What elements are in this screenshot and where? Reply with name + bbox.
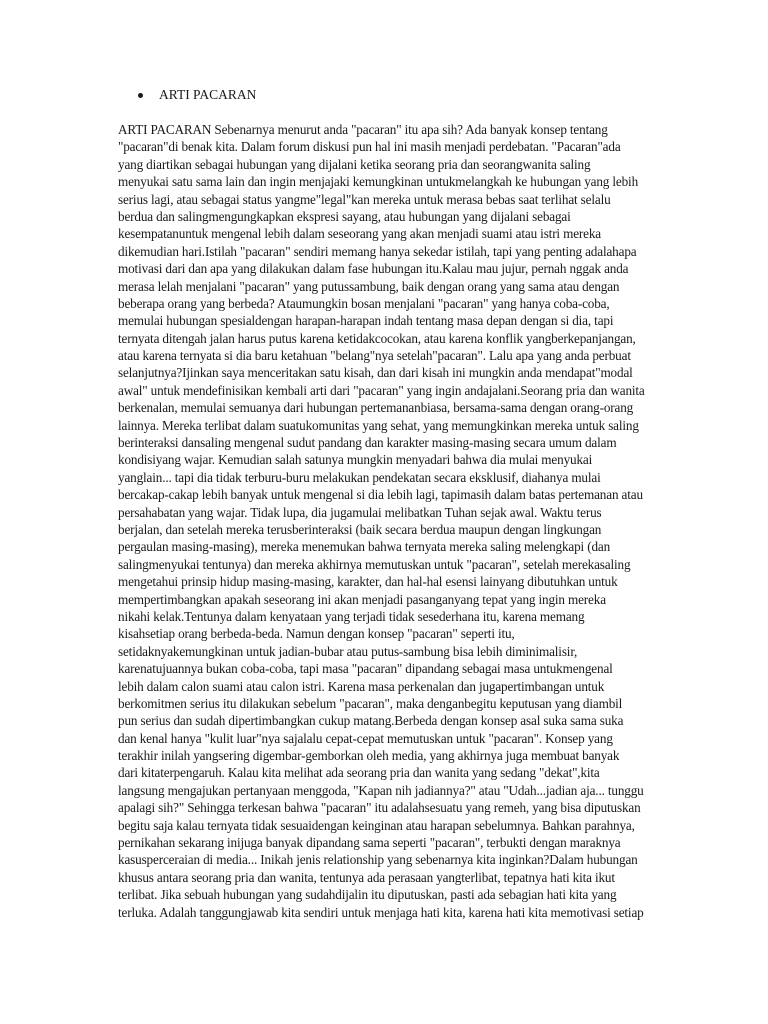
paragraph-line: setidaknyakemungkinan untuk jadian-bubar atau putus-sambung bisa lebih diminimalisir, <box>118 643 578 659</box>
paragraph-line: dikemudian hari.Istilah "pacaran" sendiri memang hanya sekedar istilah, tapi yang penting adalahapa <box>118 243 637 259</box>
paragraph-line: berkomitmen serius itu dilakukan sebelum "pacaran", maka denganbegitu keputusan yang diambil <box>118 695 623 711</box>
bullet-icon <box>138 93 143 98</box>
paragraph-line: pun serius dan sudah dipertimbangkan cukup matang.Berbeda dengan konsep asal suka sama suka <box>118 713 624 729</box>
paragraph-line: terakhir inilah yangsering digembar-gemborkan oleh media, yang akhirnya juga membuat banyak <box>118 748 620 764</box>
paragraph-line: selanjutnya?Ijinkan saya menceritakan satu kisah, dan dari kisah ini mungkin anda mendapat"modal <box>118 365 633 381</box>
paragraph-line: bercakap-cakap lebih banyak untuk mengenal si dia lebih lagi, tapimasih dalam batas pertemanan atau <box>118 487 643 503</box>
paragraph-line: pernikahan sekarang inijuga banyak dipandang sama seperti "pacaran", terbukti dengan maraknya <box>118 835 621 851</box>
paragraph-line: dan kenal hanya "kulit luar"nya sajalalu cepat-cepat memutuskan untuk "pacaran". Konsep yang <box>118 730 613 746</box>
paragraph-line: karenatujuannya bukan coba-coba, tapi masa "pacaran" dipandang sebagai masa untukmengenal <box>118 661 613 677</box>
paragraph-line: berjalan, dan setelah mereka terusberinteraksi (baik secara berdua maupun dengan lingkungan <box>118 521 602 537</box>
paragraph-line: nikahi kelak.Tentunya dalam kenyataan yang terjadi tidak sesederhana itu, karena memang <box>118 608 585 624</box>
paragraph-line: menyukai satu sama lain dan ingin menjajaki kemungkinan untukmelangkah ke hubungan yang lebih <box>118 174 639 190</box>
bullet-heading: ARTI PACARAN <box>159 87 257 102</box>
paragraph-line: yanglain... tapi dia tidak terburu-buru melakukan pendekatan secara eksklusif, diahanya mulai <box>118 469 601 485</box>
paragraph-line: mempertimbangkan apakah seseorang ini akan menjadi pasanganyang tepat yang ingin mereka <box>118 591 606 607</box>
paragraph-line: mengetahui prinsip hidup masing-masing, karakter, dan hal-hal esensi lainyang dibutuhkan untuk <box>118 574 618 590</box>
paragraph-line: pergaulan masing-masing), mereka menemukan bahwa ternyata mereka saling melengkapi (dan <box>118 539 611 555</box>
bullet-list-item <box>138 86 256 104</box>
paragraph-line: merasa lelah menjalani "pacaran" yang putussambung, baik dengan orang yang sama atau dengan <box>118 278 620 294</box>
paragraph-line: begitu saja kalau ternyata tidak sesuaidengan keinginan atau harapan sebelumnya. Bahkan parahnya, <box>118 817 635 833</box>
paragraph-line: ARTI PACARAN Sebenarnya menurut anda "pacaran" itu apa sih? Ada banyak konsep tentang <box>118 122 608 137</box>
body-paragraph <box>118 121 658 921</box>
paragraph-line: khusus antara seorang pria dan wanita, tentunya ada perasaan yangterlibat, tepatnya hati kita ikut <box>118 869 615 885</box>
paragraph-line: kisahsetiap orang berbeda-beda. Namun dengan konsep "pacaran" seperti itu, <box>118 626 515 642</box>
paragraph-line: terlibat. Jika sebuah hubungan yang sudahdijalin itu diputuskan, pasti ada sebagian hati kita yang <box>118 887 617 903</box>
paragraph-line: yang diartikan sebagai hubungan yang dijalani ketika seorang pria dan seorangwanita saling <box>118 156 591 172</box>
paragraph-line: terluka. Adalah tanggungjawab kita sendiri untuk menjaga hati kita, karena hati kita memotivasi setiap <box>118 904 644 920</box>
paragraph-line: persahabatan yang wajar. Tidak lupa, dia jugamulai melibatkan Tuhan sejak awal. Waktu terus <box>118 504 602 520</box>
paragraph-line: dari kitaterpengaruh. Kalau kita melihat ada seorang pria dan wanita yang sedang "dekat",kita <box>118 765 600 781</box>
paragraph-line: kasusperceraian di media... Inikah jenis relationship yang sebenarnya kita inginkan?Dalam hubungan <box>118 852 638 868</box>
paragraph-line: "pacaran"di benak kita. Dalam forum diskusi pun hal ini masih menjadi perdebatan. "Pacaran"ada <box>118 139 621 155</box>
paragraph-line: kesempatanuntuk mengenal lebih dalam seseorang yang akan menjadi suami atau istri mereka <box>118 226 601 242</box>
paragraph-line: memulai hubungan spesialdengan harapan-harapan indah tentang masa depan dengan si dia, tapi <box>118 313 614 329</box>
paragraph-line: ternyata ditengah jalan harus putus karena ketidakcocokan, atau karena konflik yangberkepanjangan, <box>118 330 636 346</box>
paragraph-line: lebih dalam calon suami atau calon istri. Karena masa perkenalan dan jugapertimbangan untuk <box>118 678 605 694</box>
paragraph-line: salingmenyukai tentunya) dan mereka akhirnya memutuskan untuk "pacaran", setelah merekasaling <box>118 556 631 572</box>
paragraph-line: berdua dan salingmengungkapkan ekspresi sayang, atau hubungan yang dijalani sebagai <box>118 208 571 224</box>
paragraph-line: awal" untuk mendefinisikan kembali arti dari "pacaran" yang ingin andajalani.Seorang pria dan wanita <box>118 382 645 398</box>
paragraph-line: berinteraksi dansaling mengenal sudut pandang dan karakter masing-masing secara umum dalam <box>118 435 617 451</box>
paragraph-line: berkenalan, memulai semuanya dari hubungan pertemananbiasa, bersama-sama dengan orang-orang <box>118 400 634 416</box>
paragraph-line: atau karena ternyata si dia baru ketahuan "belang"nya setelah"pacaran". Lalu apa yang anda perbuat <box>118 348 631 364</box>
paragraph-line: serius lagi, atau sebagai status yangme"legal"kan mereka untuk merasa bebas saat terlihat selalu <box>118 191 611 207</box>
paragraph-line: langsung mengajukan pertanyaan menggoda, "Kapan nih jadiannya?" atau "Udah...jadian aja... tunggu <box>118 782 644 798</box>
paragraph-line: motivasi dari dan apa yang dilakukan dalam fase hubungan itu.Kalau mau jujur, pernah nggak anda <box>118 261 629 277</box>
paragraph-line: kondisiyang wajar. Kemudian salah satunya mungkin menyadari bahwa dia mulai menyukai <box>118 452 593 468</box>
paragraph-line: apalagi sih?" Sehingga terkesan bahwa "pacaran" itu adalahsesuatu yang remeh, yang bisa diputuskan <box>118 800 641 816</box>
paragraph-line: lainnya. Mereka terlibat dalam suatukomunitas yang sehat, yang memungkinkan mereka untuk saling <box>118 417 639 433</box>
paragraph-line: beberapa orang yang berbeda? Ataumungkin bosan menjalani "pacaran" yang hanya coba-coba, <box>118 295 610 311</box>
